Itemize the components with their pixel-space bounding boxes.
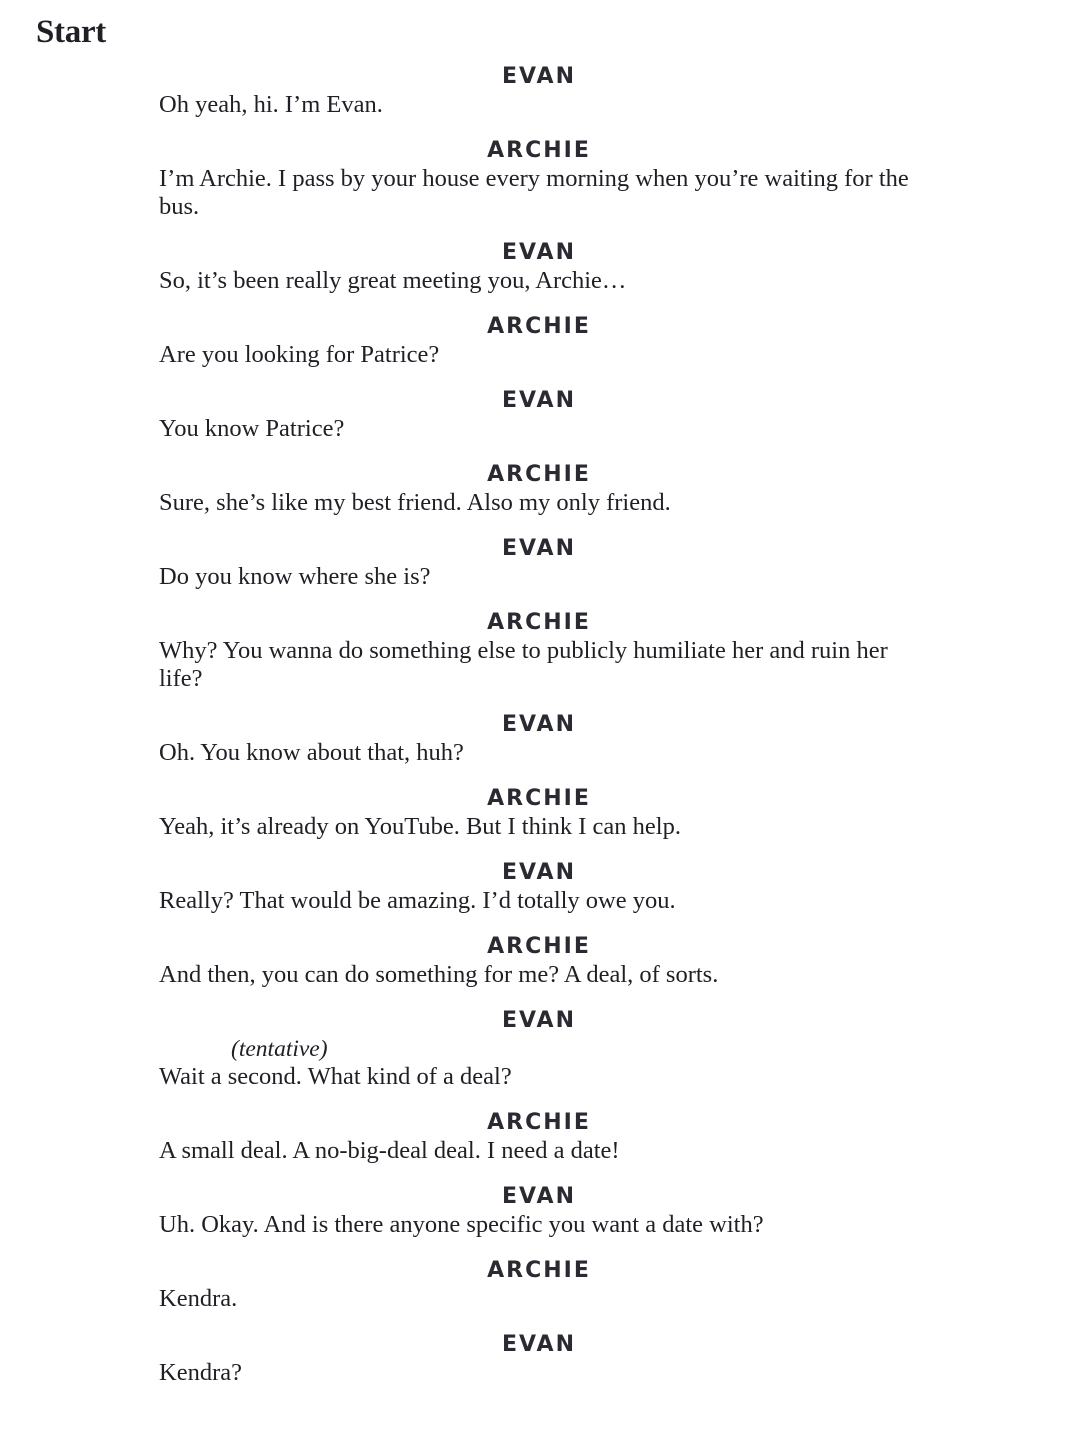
- dialogue-block: [159, 859, 919, 915]
- dialogue-line: Kendra?: [159, 1359, 242, 1386]
- dialogue-line: Sure, she’s like my best friend. Also my only friend.: [159, 489, 671, 516]
- dialogue-block: [159, 313, 919, 369]
- dialogue-line: I’m Archie. I pass by your house every morning when you’re waiting for the bus.: [159, 165, 909, 220]
- character-name: ARCHIE: [487, 138, 591, 163]
- character-name: EVAN: [502, 240, 576, 265]
- dialogue-block: [159, 535, 919, 591]
- dialogue-block: [159, 1109, 919, 1165]
- dialogue-block: [159, 63, 919, 119]
- character-name: EVAN: [502, 1008, 576, 1033]
- dialogue-block: [159, 1183, 919, 1239]
- dialogue-line: Uh. Okay. And is there anyone specific you want a date with?: [159, 1211, 764, 1238]
- dialogue-block: [159, 387, 919, 443]
- character-name: EVAN: [502, 1332, 576, 1357]
- dialogue-list: [159, 63, 919, 1405]
- dialogue-block: [159, 461, 919, 517]
- dialogue-line: So, it’s been really great meeting you, Archie…: [159, 267, 627, 294]
- dialogue-line: Do you know where she is?: [159, 563, 431, 590]
- dialogue-block: [159, 137, 919, 221]
- dialogue-block: [159, 609, 919, 693]
- dialogue-block: [159, 1007, 919, 1091]
- character-name: EVAN: [502, 860, 576, 885]
- dialogue-block: [159, 1257, 919, 1313]
- dialogue-line: Oh. You know about that, huh?: [159, 739, 464, 766]
- dialogue-block: [159, 1331, 919, 1387]
- character-name: ARCHIE: [487, 1258, 591, 1283]
- dialogue-block: [159, 785, 919, 841]
- dialogue-line: And then, you can do something for me? A deal, of sorts.: [159, 961, 719, 988]
- character-name: ARCHIE: [487, 1110, 591, 1135]
- character-name: ARCHIE: [487, 314, 591, 339]
- dialogue-block: [159, 711, 919, 767]
- character-name: EVAN: [502, 388, 576, 413]
- dialogue-line: Oh yeah, hi. I’m Evan.: [159, 91, 383, 118]
- dialogue-line: A small deal. A no-big-deal deal. I need a date!: [159, 1137, 620, 1164]
- character-name: EVAN: [502, 64, 576, 89]
- character-name: ARCHIE: [487, 934, 591, 959]
- dialogue-line: Wait a second. What kind of a deal?: [159, 1063, 512, 1090]
- dialogue-block: [159, 933, 919, 989]
- dialogue-line: Why? You wanna do something else to publicly humiliate her and ruin her life?: [159, 637, 888, 692]
- character-name: ARCHIE: [487, 462, 591, 487]
- character-name: ARCHIE: [487, 786, 591, 811]
- dialogue-line: Yeah, it’s already on YouTube. But I think I can help.: [159, 813, 681, 840]
- scene-title: Start: [36, 14, 106, 50]
- dialogue-line: You know Patrice?: [159, 415, 345, 442]
- dialogue-line: Really? That would be amazing. I’d totally owe you.: [159, 887, 676, 914]
- dialogue-line: Are you looking for Patrice?: [159, 341, 440, 368]
- character-name: EVAN: [502, 536, 576, 561]
- dialogue-line: Kendra.: [159, 1285, 238, 1312]
- character-name: ARCHIE: [487, 610, 591, 635]
- character-name: EVAN: [502, 712, 576, 737]
- dialogue-block: [159, 239, 919, 295]
- parenthetical: (tentative): [231, 1036, 328, 1062]
- character-name: EVAN: [502, 1184, 576, 1209]
